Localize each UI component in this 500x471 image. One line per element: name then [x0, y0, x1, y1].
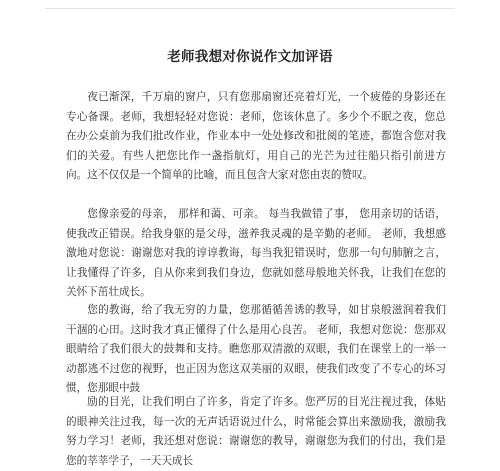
- paragraph-3: 您的教诲，给了我无穷的力量，您那循循善诱的教导，如甘泉般滋润着我们干涸的心田。这时我才真正懂得了什么是用心良苦。 老师，我想对您说：您那双眼睛给了我们很大的鼓舞和支持。瞧您那双清澈的双眼，我们在课堂上的一举一动都逃不过您的视野，也正因为您这双美丽的双眼，使我们改变了不专心的坏习惯，您那眼中鼓: [66, 304, 446, 394]
- top-divider: [45, 8, 455, 9]
- paragraph-1: 夜已渐深，千万扇的窗户，只有您那扇窗还亮着灯光，一个疲倦的身影还在专心备课。老师，我想轻轻对您说：老师，您该休息了。多少个不眠之夜，您总在办公桌前为我们批改作业，作业本中一处处修改和批阅的笔迹，都饱含您对我们的关爱。有些人把您比作一盏指航灯，用自己的光芒为过往船只指引前进方向。这不仅仅是一个简单的比喻，而且包含大家对您由衷的赞叹。: [66, 91, 446, 181]
- paragraph-2: 您像亲爱的母亲， 那样和蔼、可亲。 每当我做错了事， 您用亲切的话语， 使我改正错误。给我身躯的是父母，滋养我灵魂的是辛勤的老师。 老师，我想感激地对您说：谢谢您对我的谆谆教诲，每当我犯错误时，您那一句句肺腑之言，让我懂得了许多，自从你来到我们身边，您就如慈母般地关怀我，让我们在您的关怀下茁壮成长。: [66, 208, 446, 298]
- paragraph-4: 励的目光，让我们明白了许多，肯定了许多。您严厉的目光注视过我，体贴的眼神关注过我，每一次的无声话语说过什么，时常能会算出来激励我，激励我努力学习！老师，我还想对您说：谢谢您的教导，谢谢您为我们的付出，我们是您的莘莘学子，一天天成长: [66, 396, 446, 467]
- document-title: 老师我想对你说作文加评语: [167, 49, 333, 65]
